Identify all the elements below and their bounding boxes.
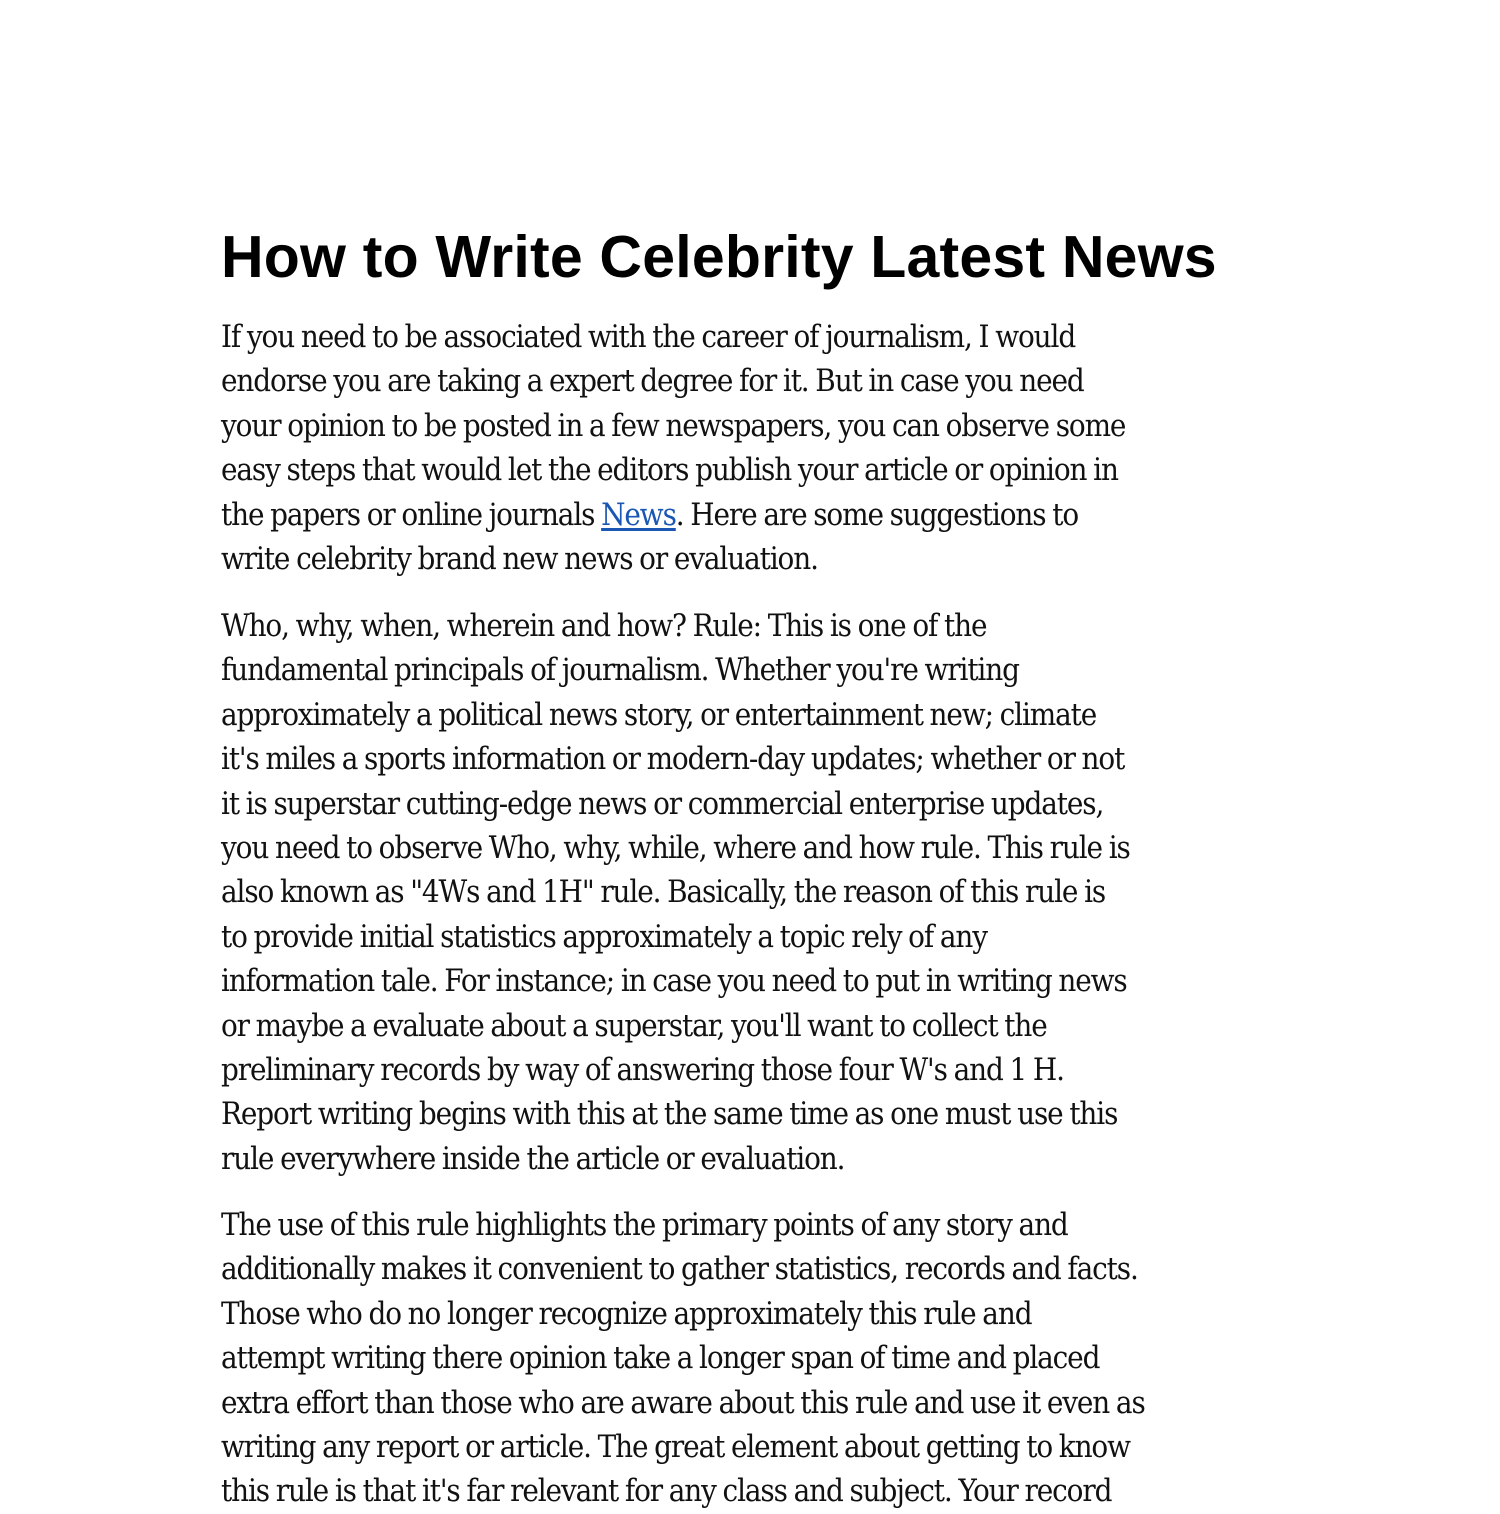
text-line: extra effort than those who are aware about this rule and use it even as (221, 1384, 1145, 1421)
text-line: your opinion to be posted in a few newspapers, you can observe some (221, 407, 1126, 444)
text-segment: the papers or online journals (221, 496, 602, 533)
text-line: attempt writing there opinion take a longer span of time and placed (221, 1340, 1100, 1377)
news-link[interactable]: News (601, 496, 676, 533)
text-line: to provide initial statistics approximately a topic rely of any (221, 918, 987, 955)
text-line: Report writing begins with this at the same time as one must use this (221, 1096, 1118, 1133)
text-segment: . Here are some suggestions to (675, 496, 1079, 533)
text-line: it's miles a sports information or modern-day updates; whether or not (221, 741, 1125, 778)
text-line: The use of this rule highlights the primary points of any story and (221, 1207, 1068, 1243)
paragraph-intro (221, 315, 1301, 581)
text-line: fundamental principals of journalism. Whether you're writing (221, 652, 1019, 689)
text-line-with-link (221, 493, 1301, 537)
text-line: also known as "4Ws and 1H" rule. Basically, the reason of this rule is (221, 874, 1106, 911)
text-line: If you need to be associated with the career of journalism, I would (221, 319, 1076, 355)
paragraph-usage (221, 1203, 1301, 1514)
text-line: rule everywhere inside the article or evaluation. (221, 1140, 845, 1177)
page-title: How to Write Celebrity Latest News (221, 224, 1217, 290)
text-line: approximately a political news story, or entertainment new; climate (221, 696, 1097, 733)
text-line: Who, why, when, wherein and how? Rule: This is one of the (221, 608, 987, 644)
text-line: additionally makes it convenient to gather statistics, records and facts. (221, 1251, 1138, 1288)
text-line: endorse you are taking a expert degree for it. But in case you need (221, 363, 1084, 400)
text-line: information tale. For instance; in case you need to put in writing news (221, 963, 1127, 1000)
text-line: this rule is that it's far relevant for any class and subject. Your record (221, 1473, 1112, 1510)
text-line: you need to observe Who, why, while, where and how rule. This rule is (221, 830, 1130, 867)
text-line: writing any report or article. The great element about getting to know (221, 1429, 1130, 1466)
paragraph-rule (221, 604, 1301, 1181)
text-line: it is superstar cutting-edge news or commercial enterprise updates, (221, 785, 1104, 822)
text-line: or maybe a evaluate about a superstar, you'll want to collect the (221, 1007, 1047, 1044)
text-line: easy steps that would let the editors publish your article or opinion in (221, 452, 1118, 489)
text-line: preliminary records by way of answering those four W's and 1 H. (221, 1052, 1064, 1089)
text-line: write celebrity brand new news or evaluation. (221, 541, 818, 578)
text-line: Those who do no longer recognize approximately this rule and (221, 1295, 1032, 1332)
